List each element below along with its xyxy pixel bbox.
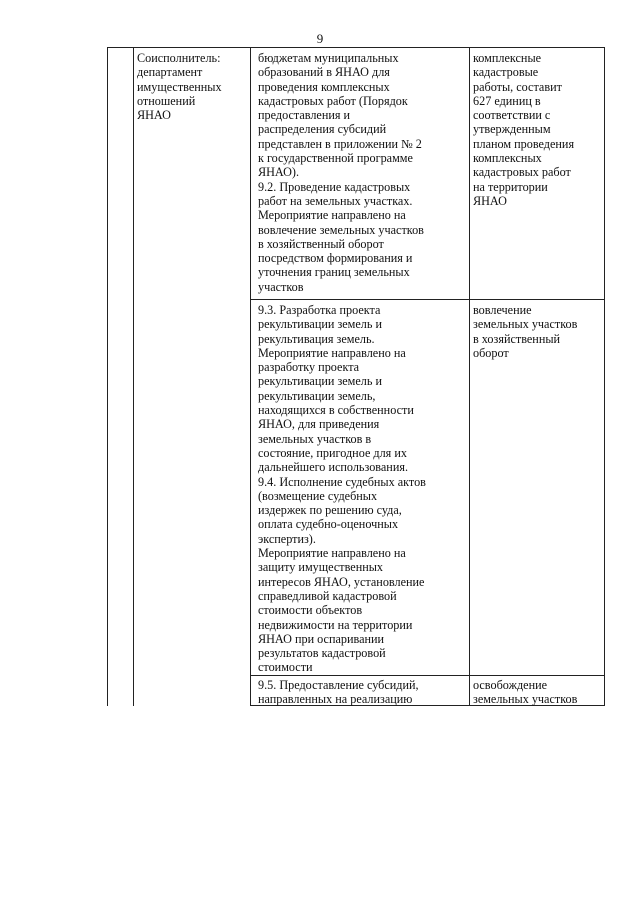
table-border-top (107, 47, 605, 48)
activities-table (107, 47, 605, 706)
row-divider-2 (250, 675, 605, 676)
activity-cell-row3: 9.5. Предоставление субсидий, направленных на реализацию (258, 678, 419, 707)
row-divider-1 (250, 299, 605, 300)
page-number: 9 (316, 31, 324, 46)
result-cell-row1: комплексные кадастровые работы, составит 627 единиц в соответствии с утвержденным планом проведения комплексных кадастровых работ на территории ЯНАО (473, 51, 575, 208)
co-executor-cell: Соисполнитель: департамент имущественных отношений ЯНАО (137, 51, 222, 123)
column-divider-3 (469, 47, 470, 706)
activity-cell-row1: бюджетам муниципальных образований в ЯНАО для проведения комплексных кадастровых работ (Порядок предоставления и распределения субсидий представлен в приложении № 2 к государственной программе ЯНАО). 9.2. Проведение кадастровых работ на земельных участках. Мероприятие направлено на вовлечение земельных участков в хозяйственный оборот посредством формирования и уточнения границ земельных участков (258, 51, 424, 294)
column-divider-1 (133, 47, 134, 706)
result-cell-row2: вовлечение земельных участков в хозяйственный оборот (473, 303, 578, 360)
result-cell-row3: освобождение земельных участков (473, 678, 578, 707)
table-border-right (604, 47, 605, 706)
column-divider-2 (250, 47, 251, 706)
table-border-left (107, 47, 108, 706)
activity-cell-row2: 9.3. Разработка проекта рекультивации земель и рекультивация земель. Мероприятие направлено на разработку проекта рекультивации земель и рекультивации земель, находящихся в собственности ЯНАО, для приведения земельных участков в состояние, пригодное для их дальнейшего использования. 9.4. Исполнение судебных актов (возмещение судебных издержек по решению суда, оплата судебно-оценочных экспертиз). Мероприятие направлено на защиту имущественных интересов ЯНАО, установление справедливой кадастровой стоимости объектов недвижимости на территории ЯНАО при оспаривании результатов кадастровой стоимости (258, 303, 426, 675)
